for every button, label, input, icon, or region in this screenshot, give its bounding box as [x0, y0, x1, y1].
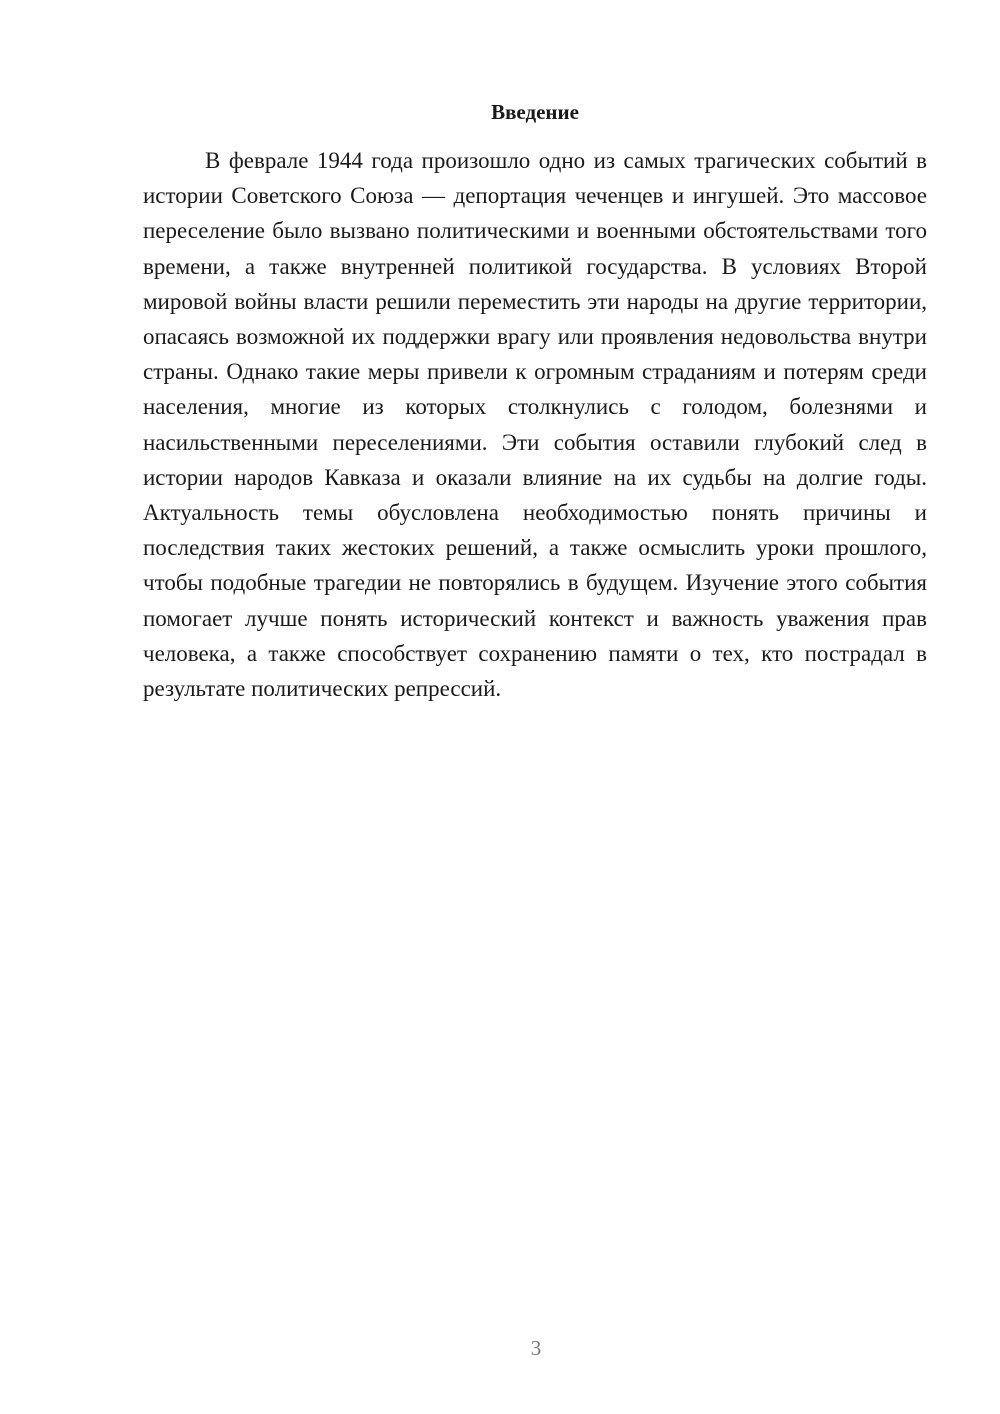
- section-heading: Введение: [491, 100, 579, 124]
- page-number: 3: [530, 1336, 542, 1360]
- introduction-paragraph: В феврале 1944 года произошло одно из самых трагических событий в истории Советского Союза — депортация чеченцев и ингушей. Это массовое переселение было вызвано политическими и военными обстоятельствами того времени, а также внутренней политикой государства. В условиях Второй мировой войны власти решили переместить эти народы на другие территории, опасаясь возможной их поддержки врагу или проявления недовольства внутри страны. Однако такие меры привели к огромным страданиям и потерям среди населения, многие из которых столкнулись с голодом, болезнями и насильственными переселениями. Эти события оставили глубокий след в истории народов Кавказа и оказали влияние на их судьбы на долгие годы. Актуальность темы обусловлена необходимостью понять причины и последствия таких жестоких решений, а также осмыслить уроки прошлого, чтобы подобные трагедии не повторялись в будущем. Изучение этого события помогает лучше понять исторический контекст и важность уважения прав человека, а также способствует сохранению памяти о тех, кто пострадал в результате политических репрессий.: [143, 148, 927, 702]
